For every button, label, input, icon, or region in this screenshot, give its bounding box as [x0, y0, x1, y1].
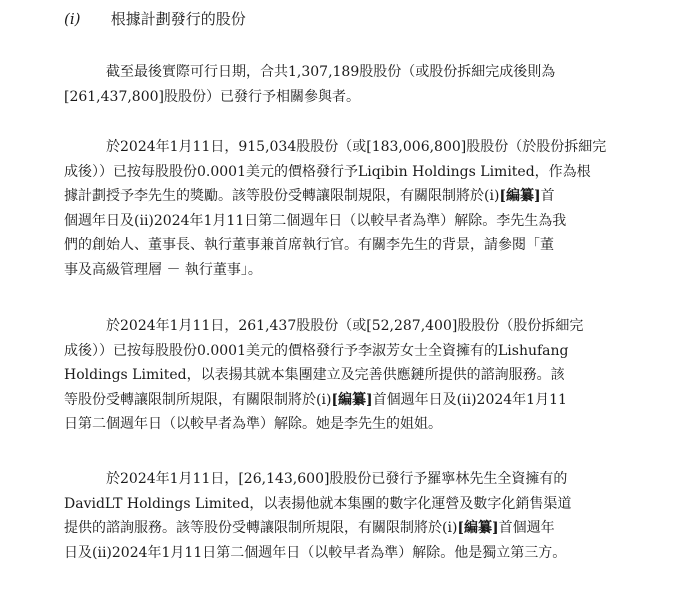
paragraph-line: 成後））已按每股股份0.0001美元的價格發行予李淑芳女士全資擁有的Lishufang [64, 342, 569, 359]
paragraph-line: Holdings Limited，以表揚其就本集團建立及完善供應鏈所提供的諮詢服務。該 [64, 367, 565, 383]
redaction-marker: [編纂] [457, 520, 499, 536]
paragraph-line: 們的創始人、董事長、執行董事兼首席執行官。有關李先生的背景，請參閱「董 [64, 237, 554, 253]
section-number: (i) [64, 10, 81, 28]
section-title: 根據計劃發行的股份 [110, 10, 246, 28]
paragraph-line: 於2024年1月11日，261,437股股份（或[52,287,400]股股份（股份拆細完 [106, 318, 584, 334]
paragraph-line: 於2024年1月11日，[26,143,600]股股份已發行予羅寧林先生全資擁有的 [106, 471, 568, 487]
paragraph-3 [64, 314, 639, 437]
paragraph-2 [64, 135, 639, 282]
paragraph-line: [261,437,800]股股份）已發行予相關參與者。 [64, 88, 360, 105]
paragraph-line: 成後））已按每股股份0.0001美元的價格發行予Liqibin Holdings Limited，作為根 [64, 163, 591, 180]
redaction-marker: [編纂] [499, 188, 541, 204]
paragraph-line: DavidLT Holdings Limited，以表揚他就本集團的數字化運營及數字化銷售渠道 [64, 495, 572, 512]
paragraph-4 [64, 467, 639, 565]
paragraph-line: 日及(ii)2024年1月11日第二個週年日（以較早者為準）解除。他是獨立第三方。 [64, 544, 567, 561]
paragraph-1 [64, 60, 639, 109]
paragraph-line: 截至最後實際可行日期，合共1,307,189股股份（或股份拆細完成後則為 [106, 64, 556, 80]
redaction-marker: [編纂] [331, 391, 373, 408]
paragraph-line: 於2024年1月11日，915,034股股份（或[183,006,800]股股份（於股份拆細完 [106, 139, 607, 155]
paragraph-line: 提供的諮詢服務。該等股份受轉讓限制所規限，有關限制將於(i)[編纂]首個週年 [64, 520, 555, 536]
paragraph-line: 個週年日及(ii)2024年1月11日第二個週年日（以較早者為準）解除。李先生為我 [64, 212, 567, 229]
paragraph-line: 日第二個週年日（以較早者為準）解除。她是李先生的姐姐。 [64, 416, 442, 432]
paragraph-line: 等股份受轉讓限制所規限，有關限制將於(i)[編纂]首個週年日及(ii)2024年1月11 [64, 391, 567, 408]
section-heading [64, 8, 246, 30]
paragraph-line: 據計劃授予李先生的獎勵。該等股份受轉讓限制規限，有關限制將於(i)[編纂]首 [64, 188, 555, 204]
paragraph-line: 事及高級管理層 － 執行董事」。 [64, 261, 262, 278]
